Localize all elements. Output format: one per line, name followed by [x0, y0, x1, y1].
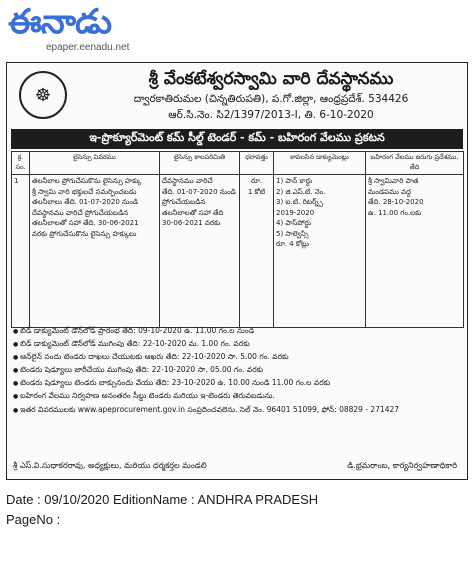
- list-item: ● బహిరంగ వేలము నిర్వహణ అనంతరం సీల్డు టెండరు మరియు ఇ-టెండరు తెరువబడును.: [13, 390, 461, 403]
- col-header-auction: బహిరంగ వేలము జరుగు ప్రదేశము, తేది: [366, 152, 464, 175]
- edition-footer: [6, 490, 318, 530]
- notice-clipping: [6, 62, 468, 480]
- tender-table: [11, 151, 464, 328]
- epaper-url[interactable]: epaper.eenadu.net: [46, 42, 130, 53]
- table-header-row: [12, 152, 464, 175]
- cell-details: తలనీలాల ప్రోగుచేసుకొను లైసెన్సు హక్కు శ్రీ స్వామి వారి భక్తులచే సమర్పించబడు తలనీలాలు తేది. 01-07-2020 నుండి దేవస్థానము వారిచే ప్రోగుచేయబడిన తలనీలాలతో సహా తేది. 30-06-2021 వరకు ప్రోగుచేసుకొను లైసెన్సు హక్కులు: [30, 175, 160, 328]
- notice-address: ద్వారకాతిరుమల (చిన్నతిరుపతి), ప.గో.జిల్లా, ఆంధ్రప్రదేశ్. 534426: [133, 93, 409, 105]
- signature-right: డి.భ్రమరాంబ, కార్యనిర్వహణాధికారి: [347, 461, 457, 470]
- cell-documents: 1) పాన్ కార్డు 2) జి.ఎస్.టి. నెం. 3) ఐ.టి. రిటర్న్స్ 2019-2020 4) పాస్‌పోర్టు 5) సాల్వెన్సీ రూ. 4 కోట్లు: [274, 175, 366, 328]
- list-item: ● టెండరు షెడ్యూలు జారీచేయు ముగింపు తేది: 22-10-2020 సా. 05.00 గం. వరకు: [13, 364, 461, 377]
- notice-banner: ఇ-ప్రొక్యూర్‌మెంట్ కమ్ సీల్డ్ టెండర్ - కమ్ - బహిరంగ వేలము ప్రకటన: [11, 129, 463, 149]
- list-item: ● బిడ్ డాక్యుమెంట్ డౌన్‌లోడ్ ప్రారంభ తేది: 09-10-2020 ఉ. 11.00 గం.ల నుండి: [13, 325, 461, 338]
- eenadu-logo[interactable]: ఈనాడు: [8, 2, 112, 42]
- masthead: [6, 2, 206, 58]
- temple-emblem-icon: ☸: [19, 71, 67, 119]
- col-header-deposit: ధరావత్తు: [240, 152, 274, 175]
- list-item: ● బిడ్ డాక్యుమెంట్ డౌన్‌లోడ్ ముగింపు తేది: 22-10-2020 మ. 1.00 గం. వరకు: [13, 338, 461, 351]
- notice-title: శ్రీ వేంకటేశ్వరస్వామి వారి దేవస్థానము: [148, 69, 394, 89]
- cell-sno: 1: [12, 175, 30, 328]
- col-header-sno: క్ర. సం.: [12, 152, 30, 175]
- list-item: ● ఇతర వివరములకు www.apeprocurement.gov.in సంప్రదించవలెను. సెల్ నెం. 96401 51099, ఫోన్: 08829 - 271427: [13, 404, 461, 417]
- list-item: ● ఆన్‌లైన్ నందు టెండరు దాఖలు చేయుటకు ఆఖరు తేది: 22-10-2020 సా. 5.00 గం. వరకు: [13, 351, 461, 364]
- edition-date-line: Date : 09/10/2020 EditionName : ANDHRA PRADESH: [6, 492, 319, 507]
- signature-row: [13, 461, 461, 472]
- col-header-documents: కావలసిన డాక్యుమెంట్లు: [274, 152, 366, 175]
- page-number-line: PageNo :: [6, 512, 61, 527]
- list-item: ● టెండరు షెడ్యూలు టెండరు బాక్సునందు వేయు తేది: 23-10-2020 ఉ. 10.00 నుండి 11.00 గం.ల వరకు: [13, 377, 461, 390]
- cell-period: దేవస్థానము వారిచే తేది. 01-07-2020 నుండి ప్రోగుచేయబడిన తలనీలాలతో సహా తేది 30-06-2021 వరకు: [160, 175, 240, 328]
- table-row: [12, 175, 464, 328]
- col-header-details: లైసెన్సు వివరము: [30, 152, 160, 175]
- col-header-period: లైసెన్సు కాలపరిమితి: [160, 152, 240, 175]
- notice-reference: ఆర్.సి.నెం. సి2/1397/2013-I, తి. 6-10-2020: [168, 109, 374, 121]
- notice-bullets: [13, 325, 461, 417]
- cell-auction: శ్రీ స్వామివారి పాత మండపము వద్ద తేది. 28-10-2020 ఉ. 11.00 గం.లకు: [366, 175, 464, 328]
- signature-left: శ్రీ ఎస్.వి.సుధాకరరావు, అధ్యక్షులు, మరియు ధర్మకర్తల మండలి: [13, 461, 207, 470]
- cell-deposit: రూ. 1 కోటి: [240, 175, 274, 328]
